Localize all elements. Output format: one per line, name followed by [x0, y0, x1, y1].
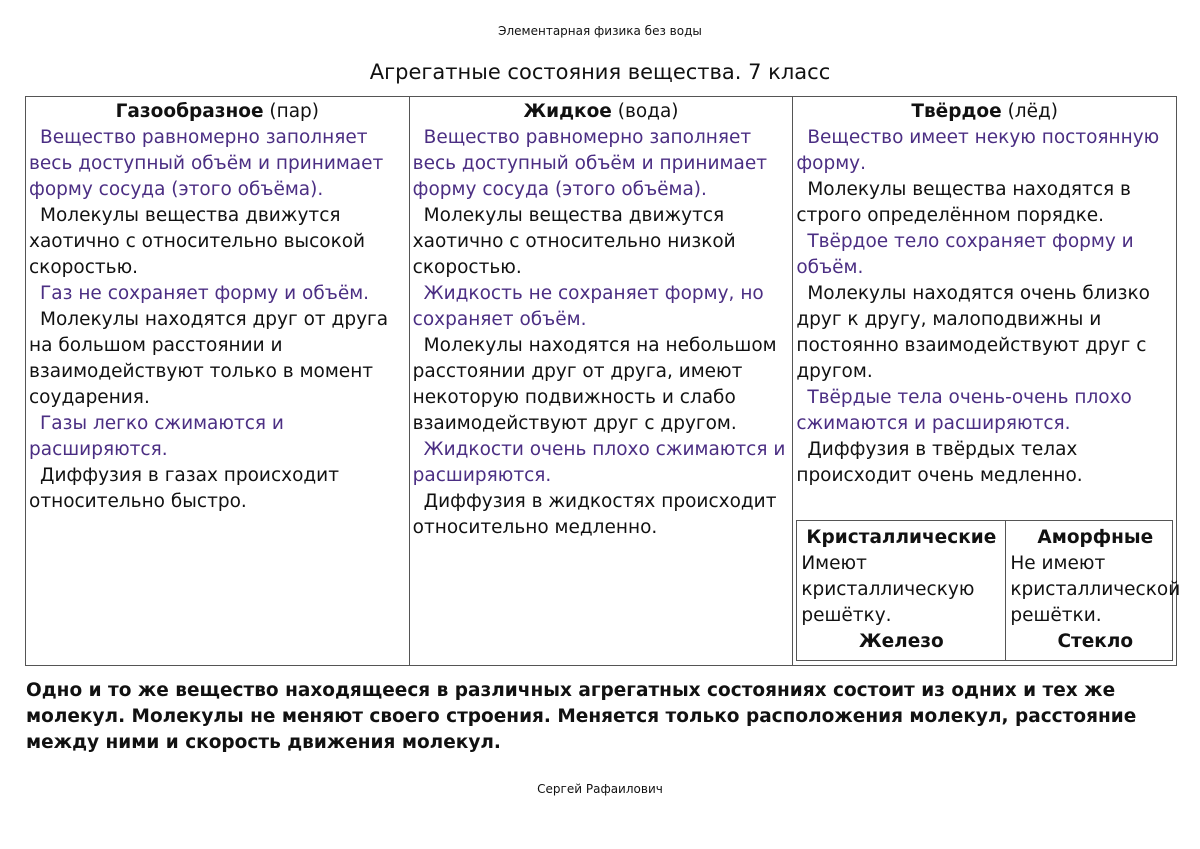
state-note: (вода) — [617, 101, 679, 122]
column-header — [29, 99, 406, 125]
state-note: (лёд) — [1007, 101, 1058, 122]
solid-type-amorphous — [1006, 521, 1184, 660]
property-paragraph: Жидкость не сохраняет форму, но сохраняет объём. — [412, 283, 764, 330]
property-paragraph: Молекулы находятся на небольшом расстоянии друг от друга, имеют некоторую подвижность и слабо взаимодействуют друг с другом. — [412, 335, 777, 434]
solid-type-desc: Не имеют кристаллической решётки. — [1010, 553, 1181, 626]
solids-subtable — [796, 520, 1181, 661]
state-name: Твёрдое — [911, 101, 1002, 122]
property-paragraph: Молекулы вещества движутся хаотично с относительно низкой скоростью. — [412, 205, 736, 278]
column-liquid — [410, 97, 794, 665]
property-paragraph: Жидкости очень плохо сжимаются и расширяются. — [412, 439, 786, 486]
property-paragraph: Диффузия в газах происходит относительно быстро. — [29, 465, 339, 512]
property-paragraph: Вещество равномерно заполняет весь доступный объём и принимает форму сосуда (этого объёма). — [29, 127, 384, 200]
property-paragraph: Вещество равномерно заполняет весь доступный объём и принимает форму сосуда (этого объёма). — [412, 127, 767, 200]
property-paragraph: Газы легко сжимаются и расширяются. — [29, 413, 284, 460]
property-paragraph: Вещество имеет некую постоянную форму. — [796, 127, 1160, 174]
solid-type-example: Железо — [858, 631, 944, 652]
column-solid — [793, 97, 1181, 665]
property-paragraph: Твёрдые тела очень-очень плохо сжимаются и расширяются. — [796, 387, 1132, 434]
column-header — [413, 99, 790, 125]
property-paragraph: Диффузия в твёрдых телах происходит очень медленно. — [796, 439, 1083, 486]
column-header — [796, 99, 1173, 125]
property-paragraph: Молекулы находятся очень близко друг к другу, малоподвижны и постоянно взаимодействуют друг с другом. — [796, 283, 1150, 382]
property-paragraph: Молекулы вещества движутся хаотично с относительно высокой скоростью. — [29, 205, 366, 278]
state-note: (пар) — [269, 101, 320, 122]
solid-type-desc: Имеют кристаллическую решётку. — [801, 553, 975, 626]
state-name: Газообразное — [115, 101, 264, 122]
solid-type-name: Аморфные — [1037, 527, 1154, 548]
author: Сергей Рафаилович — [537, 782, 663, 796]
solid-type-name: Кристаллические — [806, 527, 997, 548]
solid-type-crystalline — [797, 521, 1006, 660]
property-paragraph: Газ не сохраняет форму и объём. — [40, 283, 370, 304]
property-paragraph: Молекулы вещества находятся в строго определённом порядке. — [796, 179, 1131, 226]
page-title: Агрегатные состояния вещества. 7 класс — [369, 60, 831, 84]
column-gas — [26, 97, 410, 665]
page-header: Элементарная физика без воды — [498, 24, 702, 38]
state-name: Жидкое — [523, 101, 612, 122]
property-paragraph: Диффузия в жидкостях происходит относительно медленно. — [412, 491, 777, 538]
property-paragraph: Твёрдое тело сохраняет форму и объём. — [796, 231, 1134, 278]
conclusion: Одно и то же вещество находящееся в различных агрегатных состояниях состоит из одних и тех же молекул. Молекулы не меняют своего строения. Меняется только расположения молекул, расстояние между ними и скорость движения молекул. — [26, 680, 1137, 753]
property-paragraph: Молекулы находятся друг от друга на большом расстоянии и взаимодействуют только в момент соударения. — [29, 309, 389, 408]
solid-type-example: Стекло — [1057, 631, 1134, 652]
states-table — [25, 96, 1181, 666]
